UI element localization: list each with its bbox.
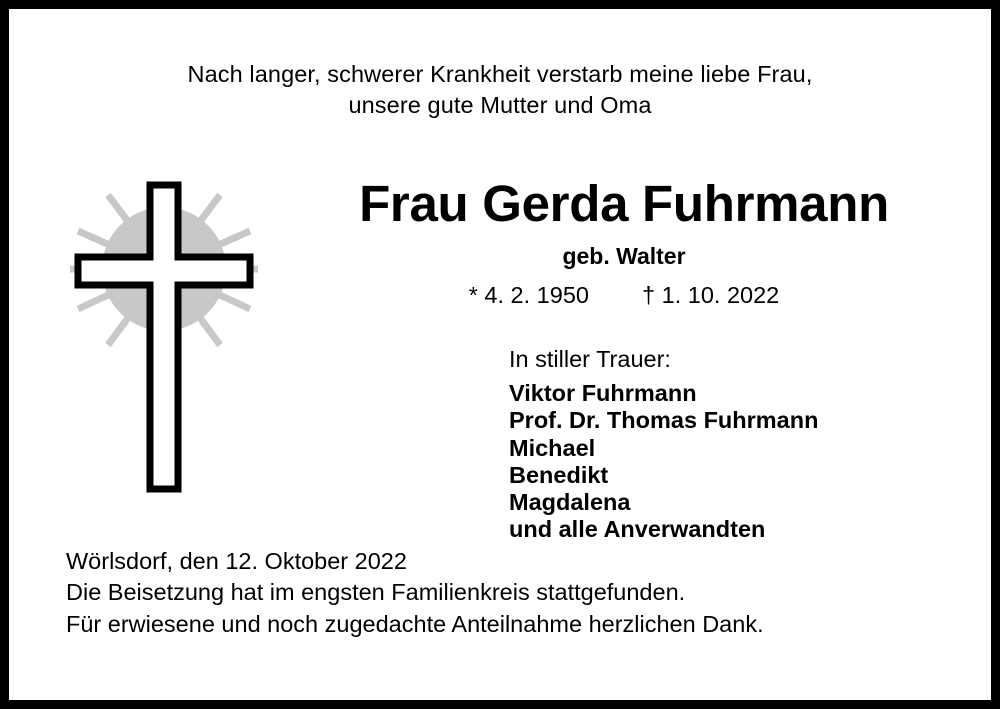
header-line-2: unsere gute Mutter und Oma	[348, 92, 652, 118]
maiden-name: geb. Walter	[562, 243, 686, 269]
birth-date: * 4. 2. 1950	[468, 282, 589, 308]
header-line-1: Nach langer, schwerer Krankheit verstarb meine liebe Frau,	[187, 61, 813, 87]
footer-place-date: Wörlsdorf, den 12. Oktober 2022	[66, 547, 407, 574]
mourner-name: und alle Anverwandten	[509, 516, 766, 543]
cross-with-rays-icon	[64, 159, 284, 509]
deceased-name: Frau Gerda Fuhrmann	[359, 175, 889, 232]
mourner-name: Benedikt	[509, 461, 609, 488]
mourning-block	[509, 343, 818, 544]
mourner-name: Magdalena	[509, 489, 631, 516]
footer-text	[66, 546, 764, 641]
name-block	[259, 174, 989, 310]
mourner-name: Michael	[509, 434, 596, 461]
obituary-inner	[9, 9, 991, 700]
header-text	[9, 59, 991, 121]
mourner-name: Viktor Fuhrmann	[509, 380, 697, 406]
footer-line-2: Die Beisetzung hat im engsten Familienkreis stattgefunden.	[66, 579, 686, 605]
mourning-intro: In stiller Trauer:	[509, 346, 671, 372]
death-date: † 1. 10. 2022	[642, 282, 780, 308]
footer-line-3: Für erwiesene und noch zugedachte Anteilnahme herzlichen Dank.	[66, 610, 764, 637]
mourner-name: Prof. Dr. Thomas Fuhrmann	[509, 407, 819, 434]
life-dates	[259, 280, 989, 310]
